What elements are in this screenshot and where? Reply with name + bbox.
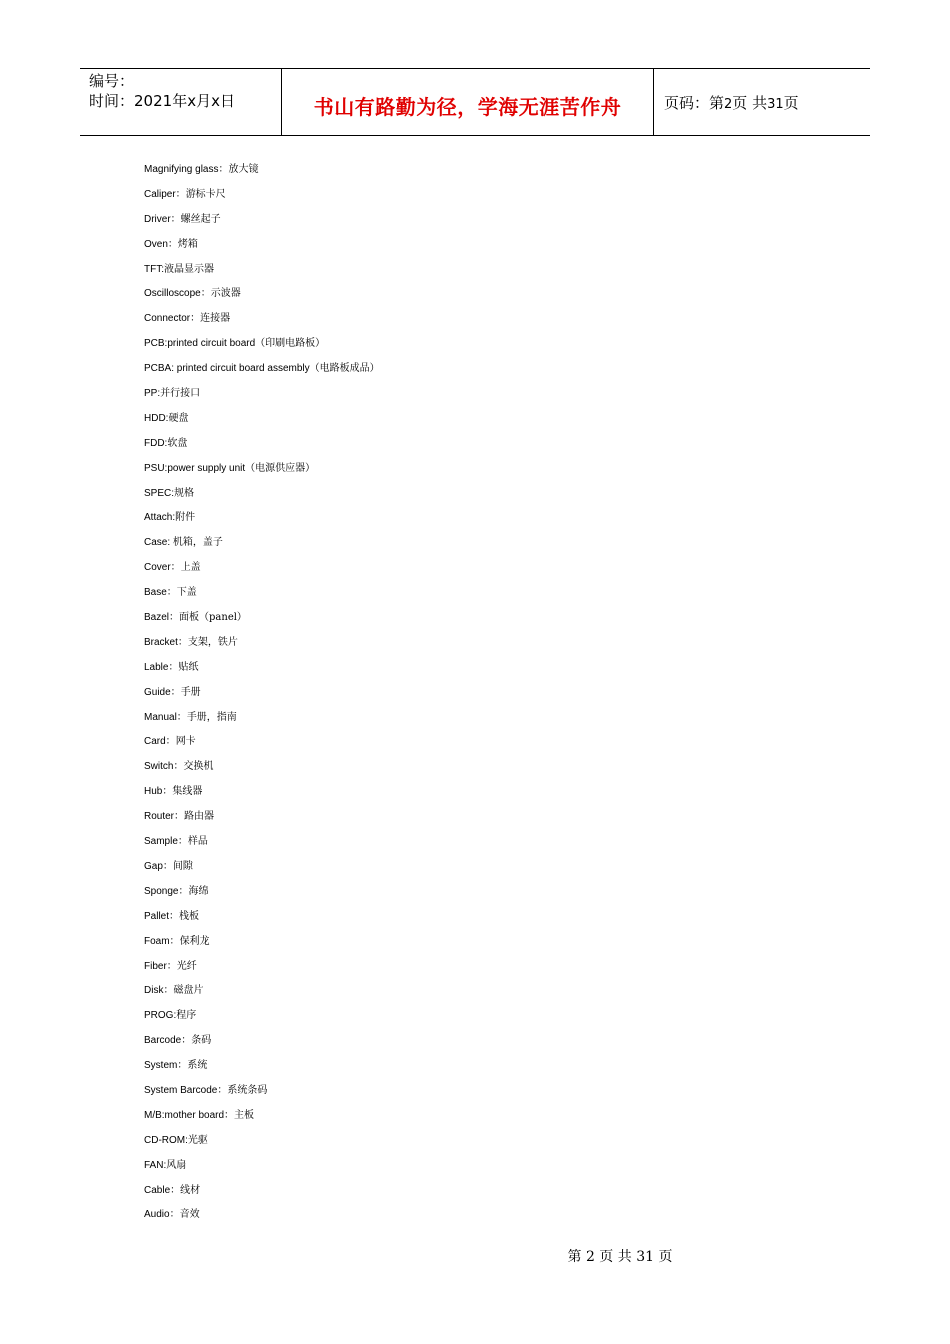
term-english: Sample： — [144, 836, 188, 848]
page-total: 31 — [767, 97, 784, 112]
term-english: Lable： — [144, 661, 179, 673]
term-english: Base： — [144, 587, 177, 599]
term-english: Driver： — [144, 213, 181, 225]
term-chinese: 主板 — [234, 1109, 255, 1121]
header-page-info — [654, 69, 870, 135]
glossary-entry — [144, 1182, 380, 1207]
term-english: FDD: — [144, 437, 168, 449]
term-english: Barcode： — [144, 1035, 192, 1047]
term-chinese: 保利龙 — [179, 935, 210, 947]
term-english: Pallet： — [144, 910, 180, 922]
term-chinese: 间隙 — [172, 860, 193, 872]
term-chinese: 上盖 — [180, 562, 201, 574]
glossary-entry — [144, 509, 380, 534]
glossary-entry — [144, 460, 380, 485]
term-chinese: 光纤 — [176, 960, 197, 972]
glossary-entry — [144, 783, 380, 808]
term-chinese: 网卡 — [175, 736, 196, 748]
term-english: Disk： — [144, 985, 174, 997]
term-chinese: 样品 — [187, 836, 208, 848]
term-english: Card： — [144, 736, 176, 748]
glossary-entry — [144, 410, 380, 435]
term-chinese: 风扇 — [166, 1159, 187, 1171]
glossary-entry — [144, 261, 380, 286]
glossary-entry — [144, 1057, 380, 1082]
term-chinese: 硬盘 — [168, 412, 189, 424]
term-english: PP: — [144, 388, 161, 400]
term-english: Cable： — [144, 1184, 181, 1196]
motto-text: 书山有路勤为径，学海无涯苦作舟 — [313, 94, 622, 119]
glossary-entry — [144, 1206, 380, 1231]
term-english: Connector： — [144, 313, 201, 325]
glossary-entry — [144, 385, 380, 410]
term-english: PCB:printed circuit board — [144, 338, 256, 350]
page-end-label: 页 — [783, 94, 799, 112]
term-chinese: （电路板成品） — [309, 363, 380, 375]
term-english: Case: — [144, 537, 173, 549]
glossary-entry — [144, 684, 380, 709]
term-chinese: 磁盘片 — [173, 985, 204, 997]
term-english: System： — [144, 1060, 188, 1072]
glossary-entry — [144, 958, 380, 983]
date-value: 2021年x月x日 — [134, 92, 235, 110]
glossary-entry — [144, 534, 380, 559]
term-chinese: 程序 — [176, 1010, 197, 1022]
term-chinese: 条码 — [191, 1035, 212, 1047]
glossary-entry — [144, 335, 380, 360]
term-english: Magnifying glass： — [144, 164, 229, 175]
term-english: Oscilloscope： — [144, 288, 211, 300]
term-chinese: 连接器 — [200, 313, 231, 325]
term-chinese: 手册 — [180, 686, 201, 698]
term-english: FAN: — [144, 1159, 167, 1171]
glossary-entry — [144, 1032, 380, 1057]
term-english: Gap： — [144, 860, 173, 872]
term-chinese: 系统条码 — [227, 1084, 268, 1096]
glossary-entry — [144, 634, 380, 659]
term-chinese: 系统 — [187, 1060, 208, 1072]
glossary-entry — [144, 733, 380, 758]
glossary-entry — [144, 485, 380, 510]
term-chinese: 面板（panel） — [179, 612, 247, 624]
term-chinese: 手册，指南 — [186, 711, 237, 723]
term-chinese: 集线器 — [172, 786, 203, 798]
term-english: SPEC: — [144, 487, 175, 499]
term-english: Bracket： — [144, 636, 188, 648]
term-chinese: 下盖 — [176, 587, 197, 599]
term-english: TFT: — [144, 263, 164, 275]
glossary-entry — [144, 1132, 380, 1157]
term-chinese: 栈板 — [179, 910, 200, 922]
term-chinese: 交换机 — [183, 761, 214, 773]
glossary-entry — [144, 1082, 380, 1107]
term-chinese: 机箱，盖子 — [172, 537, 223, 549]
term-chinese: 液晶显示器 — [164, 263, 214, 275]
glossary-entry — [144, 559, 380, 584]
glossary-entry — [144, 933, 380, 958]
glossary-entry — [144, 709, 380, 734]
term-english: Oven： — [144, 238, 178, 250]
term-english: Caliper： — [144, 188, 186, 200]
glossary-entry — [144, 883, 380, 908]
glossary-entry — [144, 1107, 380, 1132]
page-footer: 第 2 页 共 31 页 — [567, 1249, 673, 1265]
term-english: PSU:power supply unit — [144, 462, 246, 474]
term-english: HDD: — [144, 412, 169, 424]
term-english: PCBA: printed circuit board assembly — [144, 363, 310, 375]
glossary-entry — [144, 833, 380, 858]
term-english: Foam： — [144, 935, 180, 947]
term-english: Hub： — [144, 786, 173, 798]
term-chinese: （印刷电路板） — [255, 338, 326, 350]
term-chinese: 软盘 — [167, 437, 188, 449]
term-chinese: 放大镜 — [228, 164, 259, 175]
term-chinese: 游标卡尺 — [185, 188, 226, 200]
glossary-entry — [144, 584, 380, 609]
glossary-entry — [144, 211, 380, 236]
glossary-entry — [144, 1007, 380, 1032]
term-chinese: 附件 — [175, 512, 196, 524]
term-chinese: 示波器 — [210, 288, 241, 300]
page-mid-label: 页 共 — [732, 94, 768, 112]
glossary-entry — [144, 285, 380, 310]
header-meta — [80, 69, 281, 135]
term-chinese: 线材 — [180, 1184, 201, 1196]
glossary-entry — [144, 360, 380, 385]
glossary-entry — [144, 758, 380, 783]
term-chinese: 并行接口 — [160, 388, 201, 400]
term-english: Manual： — [144, 711, 187, 723]
term-chinese: 螺丝起子 — [180, 213, 221, 225]
glossary-entry — [144, 310, 380, 335]
document-number-label: 编号： — [89, 72, 135, 90]
term-chinese: 规格 — [174, 487, 195, 499]
glossary-entry — [144, 982, 380, 1007]
term-english: Audio： — [144, 1209, 180, 1221]
header-motto-cell — [281, 69, 654, 135]
term-english: Router： — [144, 811, 185, 823]
term-chinese: （电源供应器） — [245, 462, 316, 474]
term-chinese: 贴纸 — [178, 661, 199, 673]
glossary-entry — [144, 161, 380, 186]
term-english: Guide： — [144, 686, 181, 698]
term-english: Cover： — [144, 562, 181, 574]
glossary-entry — [144, 1157, 380, 1182]
glossary-entry — [144, 908, 380, 933]
term-chinese: 路由器 — [184, 811, 215, 823]
term-english: CD-ROM: — [144, 1134, 188, 1146]
glossary-entry — [144, 186, 380, 211]
glossary-entry — [144, 659, 380, 684]
term-chinese: 光驱 — [187, 1134, 208, 1146]
term-chinese: 支架，铁片 — [187, 636, 238, 648]
term-english: System Barcode： — [144, 1084, 228, 1096]
term-chinese: 海绵 — [188, 885, 209, 897]
term-chinese: 音效 — [179, 1209, 200, 1221]
document-date — [89, 91, 281, 111]
page-number: 2 — [724, 97, 733, 112]
glossary-entry — [144, 858, 380, 883]
term-english: Sponge： — [144, 885, 189, 897]
date-label: 时间： — [89, 92, 135, 110]
glossary-list — [144, 161, 380, 1231]
term-chinese: 烤箱 — [177, 238, 198, 250]
glossary-entry — [144, 609, 380, 634]
term-english: PROG: — [144, 1010, 177, 1022]
term-english: Attach: — [144, 512, 176, 524]
term-english: M/B:mother board： — [144, 1109, 235, 1121]
glossary-entry — [144, 435, 380, 460]
glossary-entry — [144, 236, 380, 261]
glossary-entry — [144, 808, 380, 833]
term-english: Switch： — [144, 761, 184, 773]
term-english: Bazel： — [144, 612, 180, 624]
page-header — [80, 68, 870, 136]
page-label: 页码：第 — [664, 94, 725, 112]
term-english: Fiber： — [144, 960, 177, 972]
